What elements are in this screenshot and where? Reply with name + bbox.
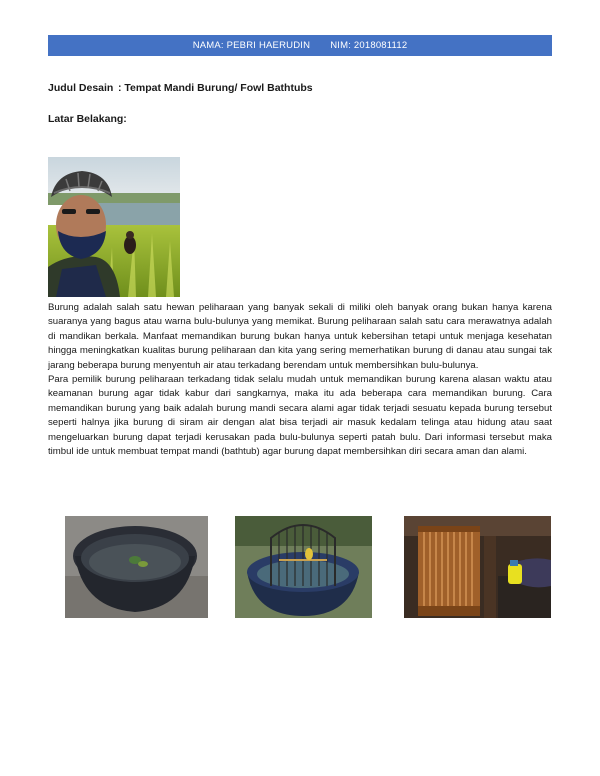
wooden-cage-spray-photo	[404, 516, 551, 618]
design-title-value: : Tempat Mandi Burung/ Fowl Bathtubs	[118, 82, 313, 94]
student-name: NAMA: PEBRI HAERUDIN	[192, 40, 311, 51]
header-bar	[48, 35, 552, 56]
profile-photo	[48, 157, 180, 297]
student-nim: NIM: 2018081112	[330, 40, 408, 51]
body-text	[48, 301, 552, 459]
bird-bath-basin-photo	[65, 516, 208, 618]
paragraph: Burung adalah salah satu hewan peliharaan yang banyak sekali di miliki oleh banyak orang bukan hanya karena suaranya yang bagus atau warna bulu-bulunya yang memikat. Burung peliharaan salah satu cara merawatnya adalah di mandikan berkala. Manfaat memandikan burung bukan hanya untuk kebersihan tetapi untuk menjaga kesehatan hingga meningkatkan kualitas burung peliharaan dan kita yang sering memerhatikan burung di danau atau sungai tak jarang beberapa burung menyentuh air atau terkadang berendam untuk membersihkan bulu-bulunya.	[48, 302, 552, 371]
cage-in-basin-photo	[235, 516, 372, 618]
design-title-label: Judul Desain	[48, 82, 114, 94]
paragraph: Para pemilik burung peliharaan terkadang tidak selalu mudah untuk memandikan burung karena alasan waktu atau keamanan burung agar tidak kabur dari sangkarnya, maka itu ada beberapa cara memandikan burung. Cara memandikan burung yang baik adalah burung mandi secara alami agar tidak terjadi sesuatu kepada burung tersebut seperti halnya jika burung di siram air dengan alat bisa terjadi air masuk kedalam telinga atau hidung atau saat mengeluarkan burung dapat terjadi kerusakan pada bulu-bulunya seperti patah bulu. Dari informasi tersebut maka timbul ide untuk membuat tempat mandi (bathtub) agar burung dapat membersihkan diri secara aman dan alami.	[48, 374, 552, 458]
section-heading: Latar Belakang:	[48, 113, 127, 125]
design-title	[48, 82, 313, 94]
